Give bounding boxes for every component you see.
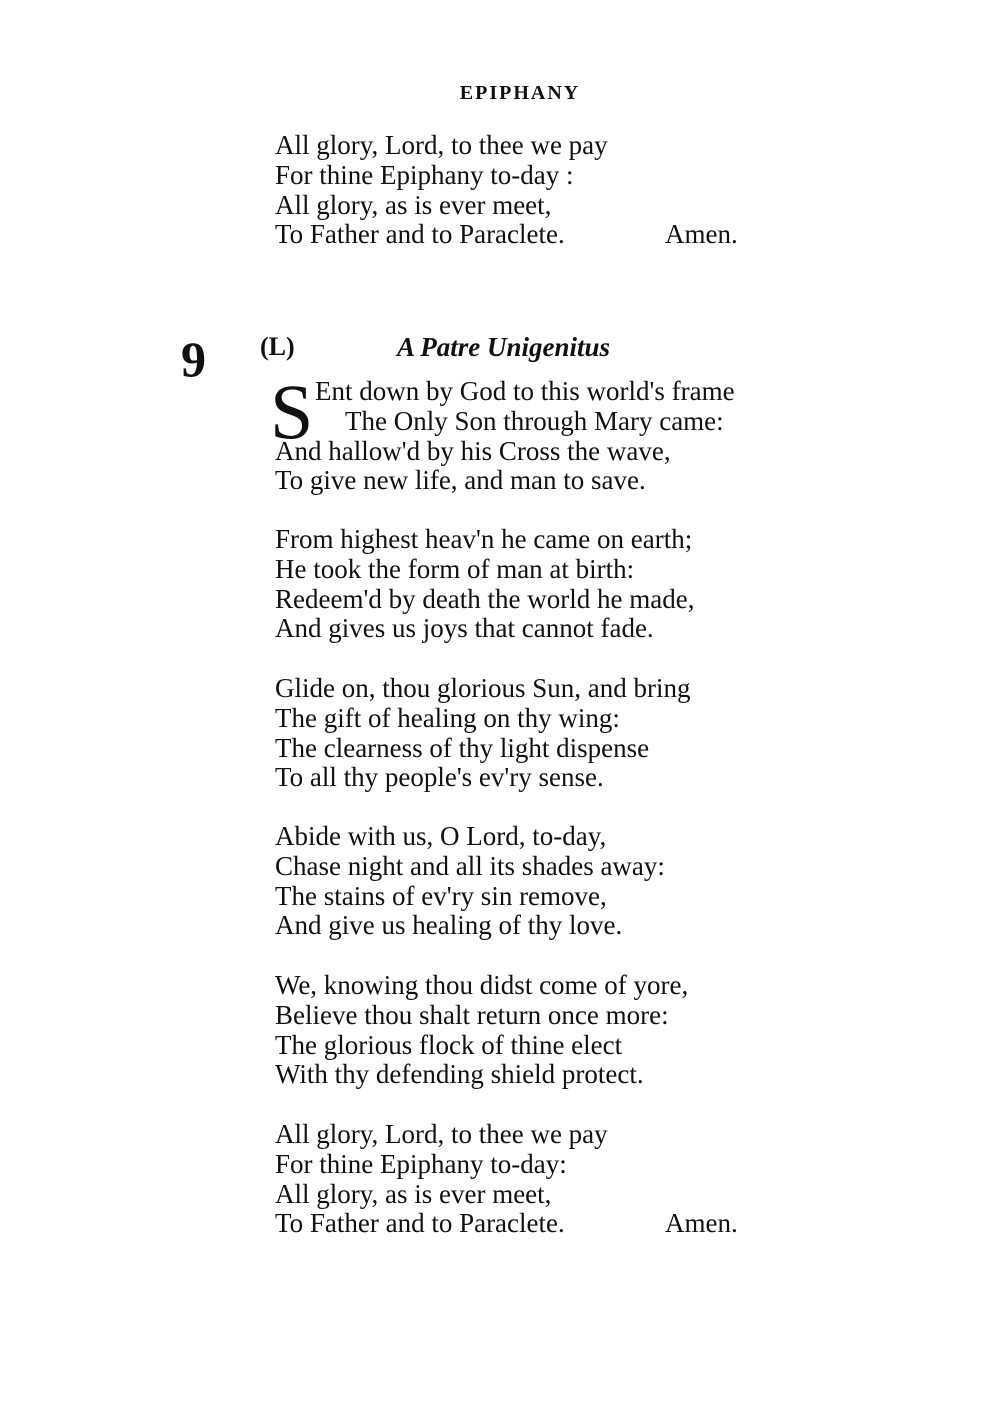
verse-line: For thine Epiphany to-day:	[275, 1148, 567, 1179]
stanza-3	[275, 674, 690, 793]
amen: Amen.	[665, 219, 738, 249]
stanza-2	[275, 525, 694, 644]
verse-line: Chase night and all its shades away:	[275, 850, 665, 881]
drop-cap: S	[270, 368, 314, 455]
verse-line: The gift of healing on thy wing:	[275, 702, 620, 733]
verse-line: He took the form of man at birth:	[275, 553, 635, 584]
verse-line: All glory, Lord, to thee we pay	[275, 130, 608, 160]
verse-line: And gives us joys that cannot fade.	[275, 613, 654, 644]
verse-line: With thy defending shield protect.	[275, 1059, 644, 1090]
hymn-number: 9	[181, 331, 206, 387]
amen: Amen.	[665, 1208, 738, 1238]
verse-line: And give us healing of thy love.	[275, 910, 623, 941]
verse-line: Abide with us, O Lord, to-day,	[275, 821, 607, 851]
verse-line: Glide on, thou glorious Sun, and bring	[275, 673, 691, 703]
verse-line: Ent down by God to this world's frame	[315, 376, 735, 406]
verse-line: For thine Epiphany to-day :	[275, 159, 574, 190]
verse-line: The clearness of thy light dispense	[275, 732, 650, 763]
hymn-title: A Patre Unigenitus	[397, 332, 611, 362]
verse-line: From highest heav'n he came on earth;	[275, 524, 693, 554]
verse-line: All glory, as is ever meet,	[275, 189, 552, 220]
stanza-6-doxology	[275, 1119, 738, 1239]
stanza-5	[275, 971, 688, 1090]
hymn-source-tag: (L)	[260, 332, 295, 361]
verse-line: To Father and to Paraclete.	[275, 219, 565, 250]
verse-line: All glory, Lord, to thee we pay	[275, 1119, 608, 1149]
stanza-4	[275, 822, 665, 941]
running-header: EPIPHANY	[459, 82, 581, 104]
verse-line: Redeem'd by death the world he made,	[275, 583, 695, 614]
verse-line: To Father and to Paraclete.	[275, 1208, 565, 1239]
verse-line: The stains of ev'ry sin remove,	[275, 880, 607, 911]
verse-line: The glorious flock of thine elect	[275, 1029, 623, 1060]
verse-line: And hallow'd by his Cross the wave,	[275, 435, 671, 466]
verse-line: The Only Son through Mary came:	[345, 405, 724, 436]
previous-hymn-doxology	[275, 130, 738, 250]
stanza-1	[275, 377, 735, 496]
verse-line: We, knowing thou didst come of yore,	[275, 970, 689, 1000]
verse-line: All glory, as is ever meet,	[275, 1178, 552, 1209]
verse-line: To all thy people's ev'ry sense.	[275, 762, 604, 793]
verse-line: To give new life, and man to save.	[275, 465, 646, 496]
verse-line: Believe thou shalt return once more:	[275, 999, 669, 1030]
